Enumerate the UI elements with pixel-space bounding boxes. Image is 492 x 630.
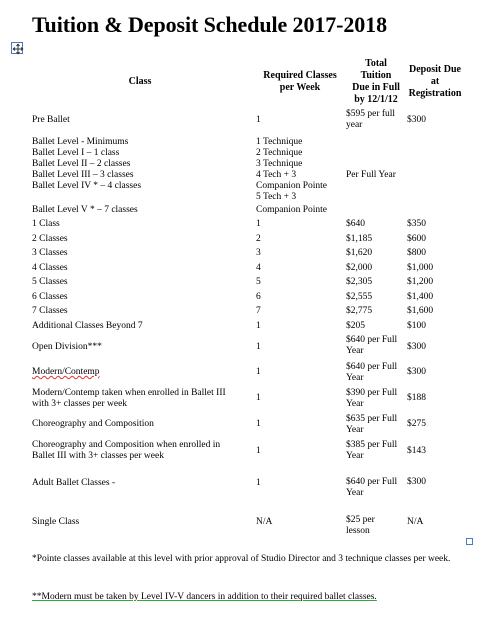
table-row-class: 4 Classes [32, 263, 68, 273]
table-row-total: $390 per Full Year [346, 388, 398, 409]
table-row-deposit: N/A [407, 517, 424, 527]
table-row-required: 1 Technique 2 Technique 3 Technique 4 Tech + 3 Companion Pointe 5 Tech + 3 [256, 137, 327, 202]
table-row-total: $640 per Full Year [346, 362, 398, 383]
table-row-required: 1 [256, 478, 261, 488]
table-row-class: Choreography and Composition when enrolled in Ballet III with 3+ classes per week [32, 440, 221, 461]
table-row-required: 5 [256, 277, 261, 287]
cell-end-marker [466, 538, 473, 545]
table-row-class: 1 Class [32, 219, 60, 229]
table-row-total: $595 per full year [346, 109, 396, 130]
table-row-deposit: $300 [407, 367, 426, 377]
document-title: Tuition & Deposit Schedule 2017-2018 [32, 12, 387, 37]
table-row-class: Single Class [32, 517, 80, 527]
table-row-total: $1,185 [346, 234, 373, 244]
table-row-required: Companion Pointe [256, 205, 327, 215]
table-row-deposit: $300 [407, 477, 426, 487]
table-row-total: $640 per Full Year [346, 477, 398, 498]
table-row-total: $635 per Full Year [346, 414, 398, 435]
table-row-class: 6 Classes [32, 292, 68, 302]
table-row-required: 1 [256, 393, 261, 403]
table-row-required: 6 [256, 292, 261, 302]
table-row-class: Modern/Contemp taken when enrolled in Ballet III with 3+ classes per week [32, 388, 226, 409]
table-row-required: N/A [256, 517, 273, 527]
header-class: Class [128, 76, 152, 87]
table-row-total: $205 [346, 321, 365, 331]
header-required: Required Classes per Week [263, 70, 337, 93]
table-row-required: 1 [256, 321, 261, 331]
table-row-required: 3 [256, 248, 261, 258]
table-move-handle-icon[interactable] [11, 42, 23, 54]
table-row-class: Adult Ballet Classes - [32, 478, 116, 488]
table-row-deposit: $1,400 [407, 292, 434, 302]
table-row-total: $640 per Full Year [346, 335, 398, 356]
table-row-class: Ballet Level - Minimums Ballet Level I – 1 class Ballet Level II – 2 classes Ballet Level III – 3 classes Ballet Level IV * – 4 classes [32, 137, 142, 191]
table-row-total: $2,305 [346, 277, 373, 287]
table-row-deposit: $1,200 [407, 277, 434, 287]
table-row-deposit: $100 [407, 321, 426, 331]
table-row-class: Additional Classes Beyond 7 [32, 321, 143, 331]
table-row-class: 3 Classes [32, 248, 68, 258]
table-row-deposit: $300 [407, 115, 426, 125]
table-row-deposit: $275 [407, 419, 426, 429]
table-row-required: 7 [256, 306, 261, 316]
table-row-total: $2,555 [346, 292, 373, 302]
table-row-class: 2 Classes [32, 234, 68, 244]
table-row-deposit: $1,600 [407, 306, 434, 316]
header-deposit: Deposit Due at Registration [408, 64, 462, 99]
table-row-total: $25 per lesson [346, 515, 375, 536]
table-row-total: $1,620 [346, 248, 373, 258]
table-row-class: Modern/Contemp [32, 367, 100, 377]
table-row-total: $2,775 [346, 306, 373, 316]
table-row-class: Ballet Level V * – 7 classes [32, 205, 138, 215]
table-row-deposit: $800 [407, 248, 426, 258]
table-row-deposit: $1,000 [407, 263, 434, 273]
table-row-class: Open Division*** [32, 342, 102, 352]
table-row-class: 7 Classes [32, 306, 68, 316]
table-row-required: 1 [256, 342, 261, 352]
table-row-required: 1 [256, 367, 261, 377]
table-row-deposit: $600 [407, 234, 426, 244]
table-row-total: $640 [346, 219, 365, 229]
header-total: Total Tuition Due in Full by 12/1/12 [352, 58, 400, 105]
table-row-required: 1 [256, 219, 261, 229]
table-row-class: Choreography and Composition [32, 419, 154, 429]
table-row-required: 1 [256, 115, 261, 125]
table-row-class: 5 Classes [32, 277, 68, 287]
table-row-required: 2 [256, 234, 261, 244]
table-row-deposit: $350 [407, 219, 426, 229]
footnote-pointe: *Pointe classes available at this level with prior approval of Studio Director and 3 technique classes per week. [32, 554, 451, 564]
table-row-deposit: $300 [407, 342, 426, 352]
table-row-required: 1 [256, 446, 261, 456]
table-row-required: 4 [256, 263, 261, 273]
table-row-total: $385 per Full Year [346, 440, 398, 461]
table-row-deposit: $143 [407, 446, 426, 456]
table-row-total: Per Full Year [346, 170, 396, 180]
table-row-class: Pre Ballet [32, 115, 70, 125]
table-row-required: 1 [256, 419, 261, 429]
footnote-modern: **Modern must be taken by Level IV-V dancers in addition to their required ballet classes. [32, 592, 377, 602]
table-row-deposit: $188 [407, 393, 426, 403]
table-row-total: $2,000 [346, 263, 373, 273]
